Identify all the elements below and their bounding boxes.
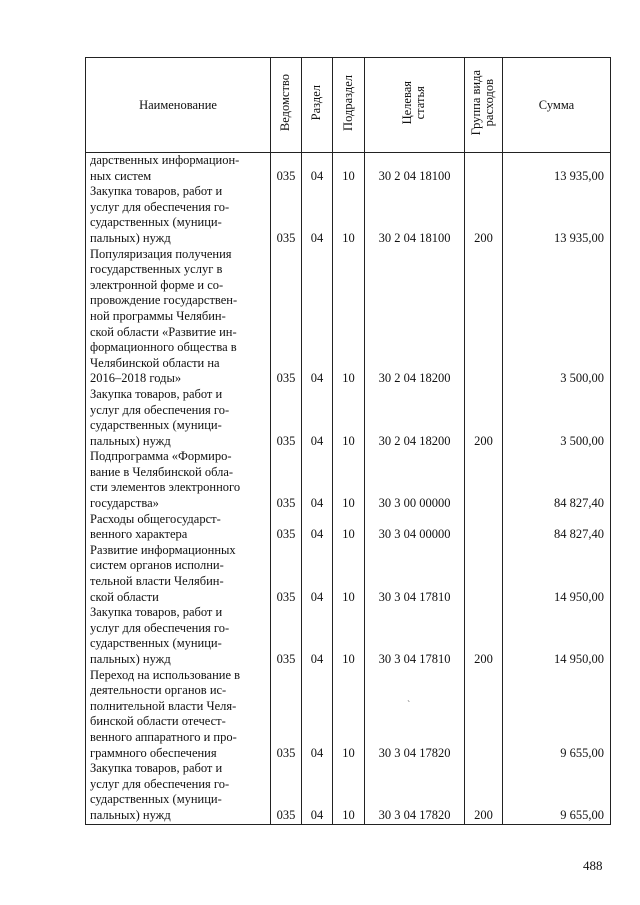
- header-name: [86, 58, 271, 153]
- cell-name: Переход на использование в деятельности органов ис- полнительной власти Челя- бинской области отечест- венного аппаратного и про- граммного обеспечения: [86, 668, 271, 762]
- cell-name: Закупка товаров, работ и услуг для обеспечения го- сударственных (муници- пальных) нужд: [86, 184, 271, 246]
- cell-expense-group: 200: [465, 605, 503, 667]
- header-subsection: [333, 58, 365, 153]
- cell-amount: 9 655,00: [503, 668, 611, 762]
- cell-subsection: 10: [333, 449, 365, 511]
- table-row: [86, 668, 611, 762]
- cell-subsection: 10: [333, 153, 365, 185]
- scan-mark: `: [407, 700, 411, 711]
- table-row: [86, 543, 611, 605]
- cell-name: Развитие информационных систем органов исполни- тельной власти Челябин- ской области: [86, 543, 271, 605]
- cell-target-article: 30 2 04 18200: [365, 247, 465, 387]
- table-row: [86, 247, 611, 387]
- cell-department: 035: [271, 184, 302, 246]
- cell-target-article: 30 2 04 18100: [365, 184, 465, 246]
- cell-amount: 14 950,00: [503, 605, 611, 667]
- cell-expense-group: 200: [465, 184, 503, 246]
- cell-expense-group: [465, 153, 503, 185]
- header-expense-group-label: Группа вида расходов: [469, 70, 497, 136]
- cell-amount: 14 950,00: [503, 543, 611, 605]
- cell-subsection: 10: [333, 668, 365, 762]
- cell-department: 035: [271, 761, 302, 824]
- cell-name: Закупка товаров, работ и услуг для обеспечения го- сударственных (муници- пальных) нужд: [86, 605, 271, 667]
- cell-amount: 9 655,00: [503, 761, 611, 824]
- cell-expense-group: 200: [465, 387, 503, 449]
- cell-target-article: 30 3 04 17810: [365, 605, 465, 667]
- cell-subsection: 10: [333, 761, 365, 824]
- table-row: [86, 605, 611, 667]
- cell-name: дарственных информацион- ных систем: [86, 153, 271, 185]
- table-row: [86, 184, 611, 246]
- cell-expense-group: [465, 449, 503, 511]
- cell-section: 04: [302, 605, 333, 667]
- cell-target-article: 30 3 04 17820: [365, 761, 465, 824]
- cell-target-article: 30 3 04 00000: [365, 512, 465, 543]
- header-expense-group: [465, 58, 503, 153]
- cell-department: 035: [271, 512, 302, 543]
- cell-section: 04: [302, 184, 333, 246]
- cell-department: 035: [271, 668, 302, 762]
- cell-department: 035: [271, 605, 302, 667]
- table-row: [86, 387, 611, 449]
- header-amount-label: Сумма: [538, 97, 575, 112]
- cell-section: 04: [302, 153, 333, 185]
- cell-expense-group: 200: [465, 761, 503, 824]
- header-section-label: Раздел: [309, 85, 324, 121]
- cell-expense-group: [465, 668, 503, 762]
- header-target-article: [365, 58, 465, 153]
- cell-subsection: 10: [333, 247, 365, 387]
- cell-expense-group: [465, 543, 503, 605]
- header-section: [302, 58, 333, 153]
- cell-amount: 3 500,00: [503, 387, 611, 449]
- cell-department: 035: [271, 247, 302, 387]
- header-amount: [503, 58, 611, 153]
- cell-subsection: 10: [333, 387, 365, 449]
- header-name-label: Наименование: [139, 97, 217, 112]
- cell-target-article: 30 2 04 18100: [365, 153, 465, 185]
- cell-subsection: 10: [333, 512, 365, 543]
- cell-target-article: 30 3 00 00000: [365, 449, 465, 511]
- cell-expense-group: [465, 247, 503, 387]
- page-number: 488: [583, 858, 603, 873]
- cell-section: 04: [302, 449, 333, 511]
- cell-department: 035: [271, 543, 302, 605]
- cell-name: Закупка товаров, работ и услуг для обеспечения го- сударственных (муници- пальных) нужд: [86, 761, 271, 824]
- cell-name: Закупка товаров, работ и услуг для обеспечения го- сударственных (муници- пальных) нужд: [86, 387, 271, 449]
- cell-amount: 84 827,40: [503, 512, 611, 543]
- cell-amount: 13 935,00: [503, 153, 611, 185]
- cell-amount: 3 500,00: [503, 247, 611, 387]
- header-subsection-label: Подраздел: [340, 75, 355, 131]
- cell-name: Подпрограмма «Формиро- вание в Челябинской обла- сти элементов электронного государства»: [86, 449, 271, 511]
- cell-expense-group: [465, 512, 503, 543]
- cell-section: 04: [302, 761, 333, 824]
- cell-amount: 13 935,00: [503, 184, 611, 246]
- table-row: [86, 512, 611, 543]
- cell-subsection: 10: [333, 543, 365, 605]
- table-row: [86, 153, 611, 185]
- cell-subsection: 10: [333, 184, 365, 246]
- header-department-label: Ведомство: [278, 74, 293, 132]
- cell-department: 035: [271, 449, 302, 511]
- cell-amount: 84 827,40: [503, 449, 611, 511]
- cell-department: 035: [271, 153, 302, 185]
- cell-name: Популяризация получения государственных услуг в электронной форме и со- провождение государствен- ной программы Челябин- ской области «Развитие ин- формационного общества в Челябинской области на 2016–2018 годы»: [86, 247, 271, 387]
- header-department: [271, 58, 302, 153]
- cell-subsection: 10: [333, 605, 365, 667]
- table-row: [86, 449, 611, 511]
- cell-section: 04: [302, 668, 333, 762]
- table-header-row: [86, 58, 611, 153]
- cell-target-article: 30 2 04 18200: [365, 387, 465, 449]
- cell-department: 035: [271, 387, 302, 449]
- cell-target-article: 30 3 04 17820: [365, 668, 465, 762]
- cell-target-article: 30 3 04 17810: [365, 543, 465, 605]
- header-target-article-label: Целевая статья: [400, 81, 428, 125]
- cell-name: Расходы общегосударст- венного характера: [86, 512, 271, 543]
- budget-table: [85, 57, 611, 825]
- cell-section: 04: [302, 543, 333, 605]
- cell-section: 04: [302, 512, 333, 543]
- cell-section: 04: [302, 247, 333, 387]
- cell-section: 04: [302, 387, 333, 449]
- table-body: [86, 153, 611, 825]
- table-row: [86, 761, 611, 824]
